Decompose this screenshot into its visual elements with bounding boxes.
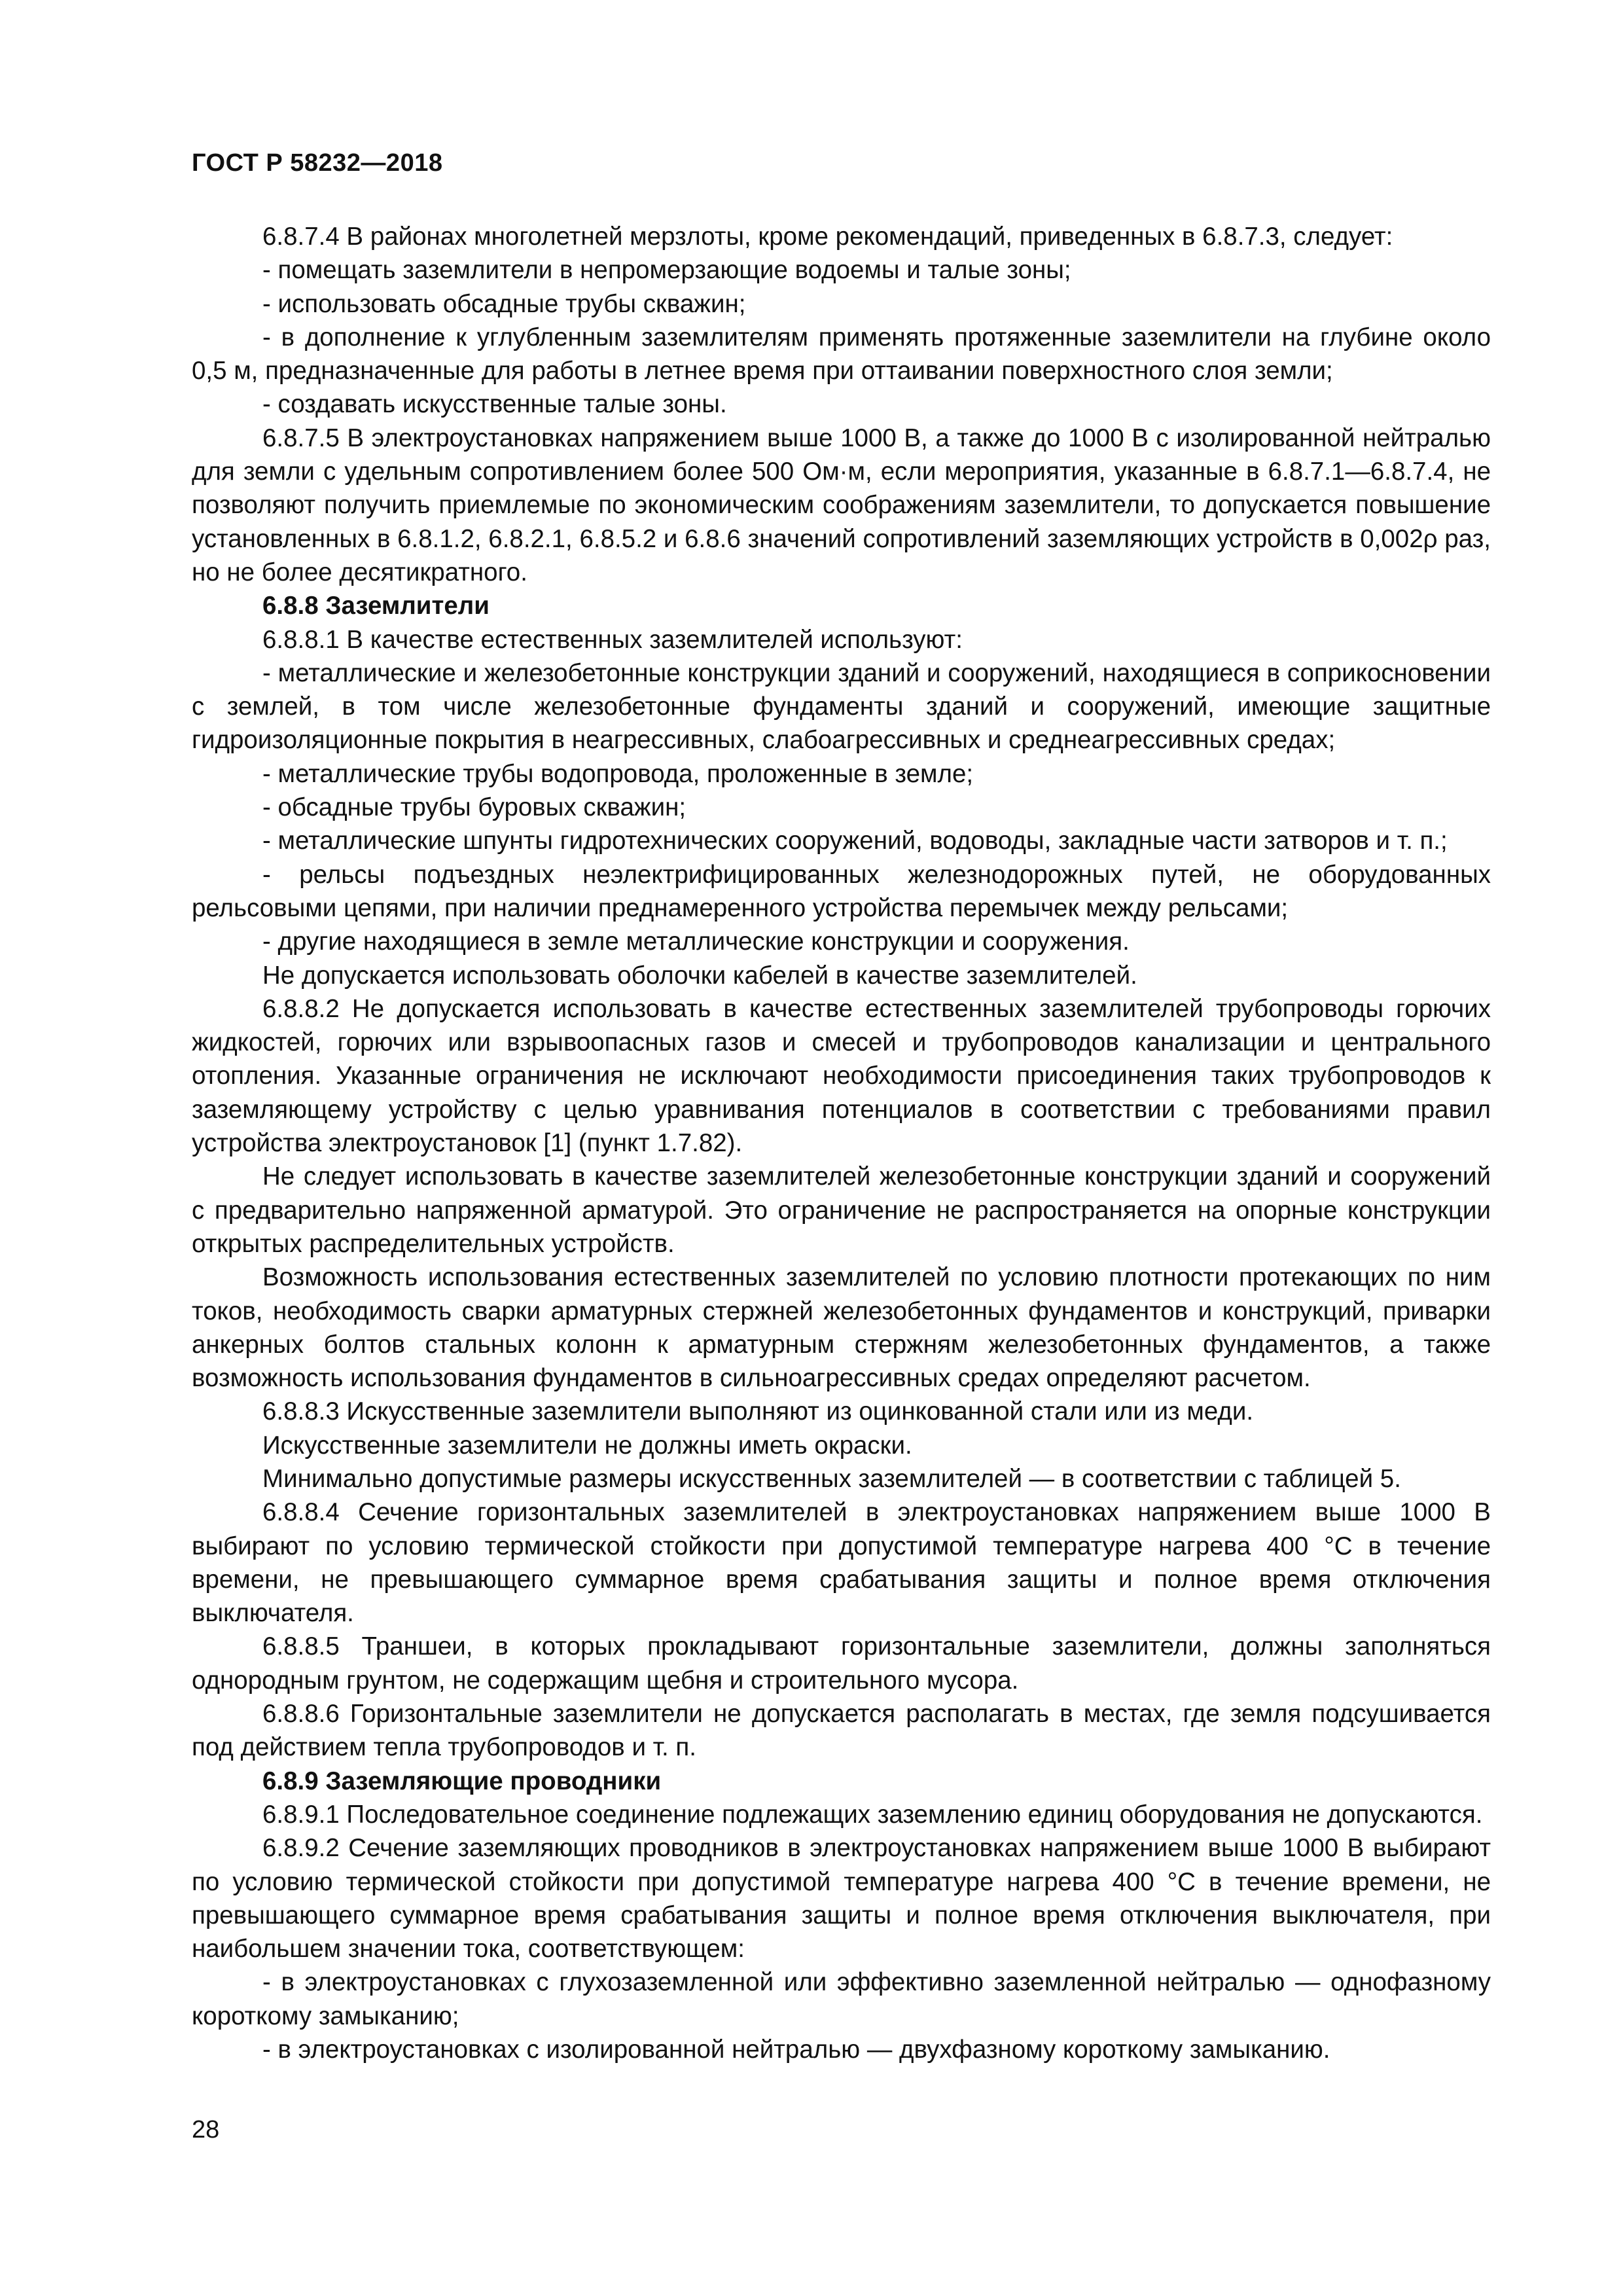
section-heading: 6.8.8 Заземлители <box>262 592 490 620</box>
page-number: 28 <box>192 2116 220 2144</box>
paragraph: Возможность использования естественных заземлителей по условию плотности протекающих по ним токов, необходимость сварки арматурных стержней железобетонных фундаментов и конструкций, приварки анкерных болтов стальных колонн к арматурным стержням железобетонных фундаментов, а также возможность использования фундаментов в сильноагрессивных средах определяют расчетом. <box>192 1263 1491 1393</box>
paragraph: Не допускается использовать оболочки кабелей в качестве заземлителей. <box>262 961 1137 990</box>
paragraph: 6.8.8.5 Траншеи, в которых прокладывают горизонтальные заземлители, должны заполняться однородным грунтом, не содержащим щебня и строительного мусора. <box>192 1632 1491 1695</box>
paragraph: 6.8.8.1 В качестве естественных заземлителей используют: <box>262 625 963 654</box>
paragraph: - помещать заземлители в непромерзающие водоемы и талые зоны; <box>262 256 1071 285</box>
paragraph: 6.8.7.4 В районах многолетней мерзлоты, кроме рекомендаций, приведенных в 6.8.7.3, следует: <box>262 223 1393 251</box>
document-body <box>192 220 1491 2066</box>
paragraph: - рельсы подъездных неэлектрифицированных железнодорожных путей, не оборудованных рельсовыми цепями, при наличии преднамеренного устройства перемычек между рельсами; <box>192 860 1491 922</box>
paragraph: 6.8.8.6 Горизонтальные заземлители не допускается располагать в местах, где земля подсушивается под действием тепла трубопроводов и т. п. <box>192 1700 1491 1762</box>
paragraph: - использовать обсадные трубы скважин; <box>262 289 746 318</box>
paragraph: 6.8.8.3 Искусственные заземлители выполняют из оцинкованной стали или из меди. <box>262 1397 1254 1426</box>
section-heading: 6.8.9 Заземляющие проводники <box>262 1767 662 1795</box>
paragraph: 6.8.8.2 Не допускается использовать в качестве естественных заземлителей трубопроводы горючих жидкостей, горючих или взрывоопасных газов и смесей и трубопроводов канализации и центрального отопления. Указанные ограничения не исключают необходимости присоединения таких трубопроводов к заземляющему устройству с целью уравнивания потенциалов в соответствии с требованиями правил устройства электроустановок [1] (пункт 1.7.82). <box>192 994 1491 1158</box>
paragraph: - в дополнение к углубленным заземлителям применять протяженные заземлители на глубине около 0,5 м, предназначенные для работы в летнее время при оттаивании поверхностного слоя земли; <box>192 323 1491 386</box>
standard-code-header: ГОСТ Р 58232—2018 <box>192 149 443 177</box>
paragraph: 6.8.8.4 Сечение горизонтальных заземлителей в электроустановках напряжением выше 1000 В выбирают по условию термической стойкости при допустимой температуре нагрева 400 °С в течение времени, не превышающего суммарное время срабатывания защиты и полное время отключения выключателя. <box>192 1498 1491 1628</box>
paragraph: - металлические шпунты гидротехнических сооружений, водоводы, закладные части затворов и т. п.; <box>262 827 1448 855</box>
paragraph: - обсадные трубы буровых скважин; <box>262 793 687 822</box>
paragraph: - металлические и железобетонные конструкции зданий и сооружений, находящиеся в соприкосновении с землей, в том числе железобетонные фундаменты зданий и сооружений, имеющие защитные гидроизоляционные покрытия в неагрессивных, слабоагрессивных и среднеагрессивных средах; <box>192 658 1491 755</box>
paragraph: - другие находящиеся в земле металлические конструкции и сооружения. <box>262 927 1130 956</box>
paragraph: Искусственные заземлители не должны иметь окраски. <box>262 1431 912 1460</box>
paragraph: - в электроустановках с изолированной нейтралью — двухфазному короткому замыканию. <box>262 2036 1330 2064</box>
paragraph: Не следует использовать в качестве заземлителей железобетонные конструкции зданий и сооружений с предварительно напряженной арматурой. Это ограничение не распространяется на опорные конструкции открытых распределительных устройств. <box>192 1162 1491 1258</box>
paragraph: - металлические трубы водопровода, проложенные в земле; <box>262 759 974 788</box>
paragraph: 6.8.9.1 Последовательное соединение подлежащих заземлению единиц оборудования не допускаются. <box>262 1800 1483 1829</box>
paragraph: - создавать искусственные талые зоны. <box>262 390 727 419</box>
paragraph: - в электроустановках с глухозаземленной или эффективно заземленной нейтралью — однофазному короткому замыканию; <box>192 1968 1491 2030</box>
paragraph: 6.8.9.2 Сечение заземляющих проводников в электроустановках напряжением выше 1000 В выбирают по условию термической стойкости при допустимой температуре нагрева 400 °С в течение времени, не превышающего суммарное время срабатывания защиты и полное время отключения выключателя, при наибольшем значении тока, соответствующем: <box>192 1834 1491 1964</box>
paragraph: Минимально допустимые размеры искусственных заземлителей — в соответствии с таблицей 5. <box>262 1464 1401 1493</box>
paragraph: 6.8.7.5 В электроустановках напряжением выше 1000 В, а также до 1000 В с изолированной нейтралью для земли с удельным сопротивлением более 500 Ом·м, если мероприятия, указанные в 6.8.7.1—6.8.7.4, не позволяют получить приемлемые по экономическим соображениям заземлители, то допускается повышение установленных в 6.8.1.2, 6.8.2.1, 6.8.5.2 и 6.8.6 значений сопротивлений заземляющих устройств в 0,002ρ раз, но не более десятикратного. <box>192 423 1491 586</box>
